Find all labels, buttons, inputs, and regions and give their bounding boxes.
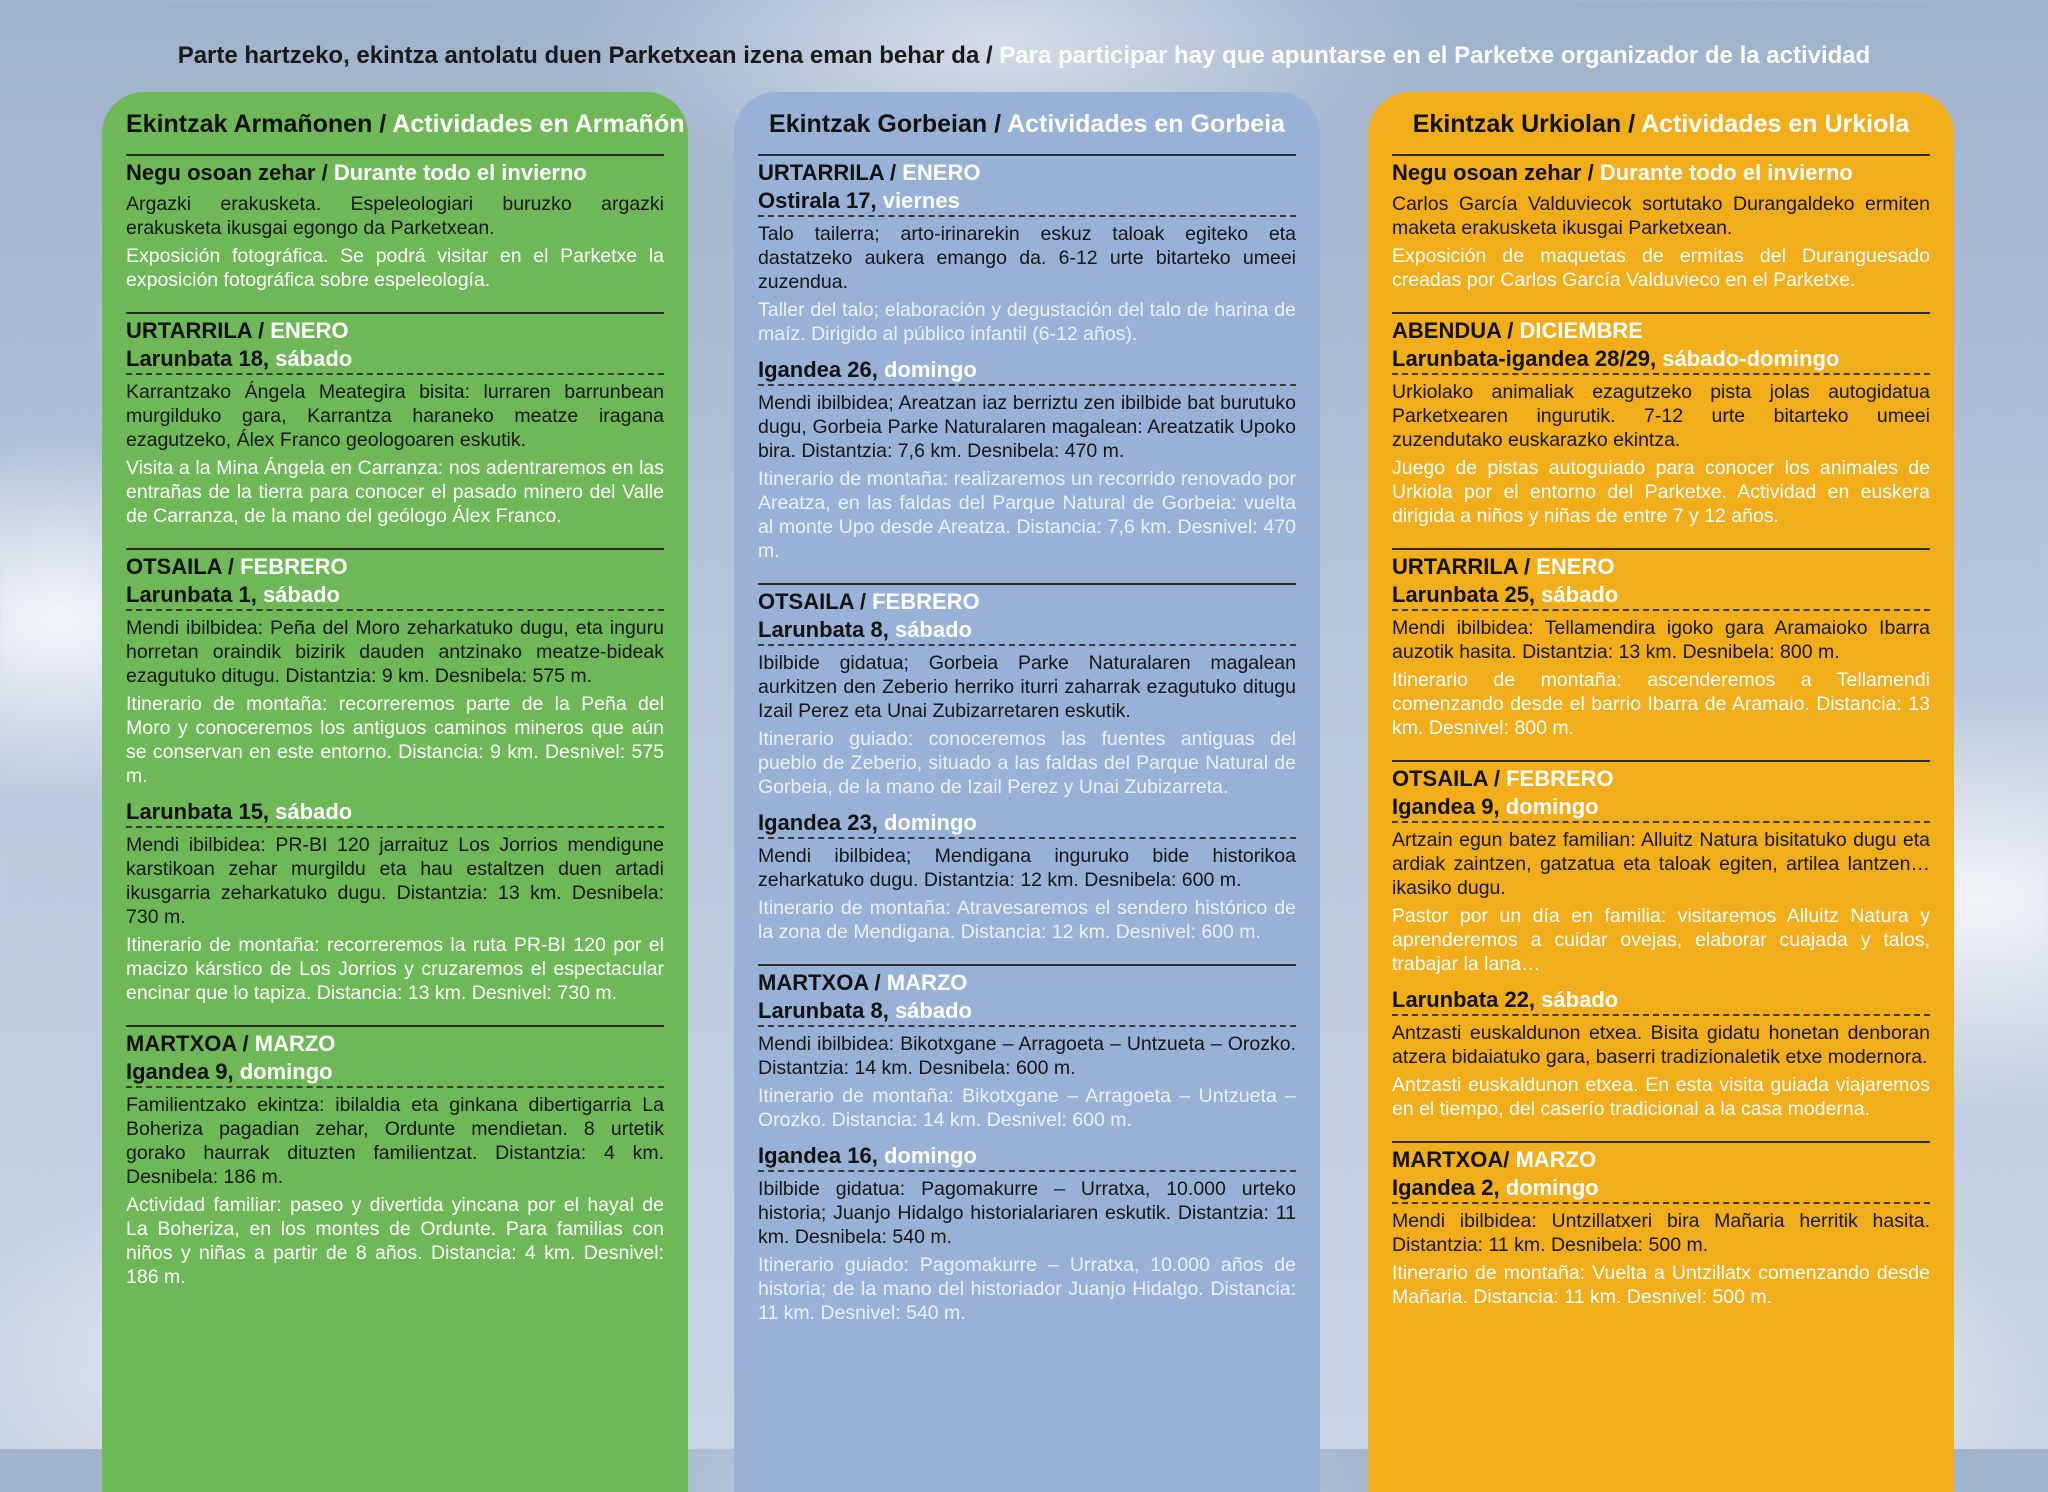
event-text-basque: Mendi ibilbidea; Mendigana inguruko bide historikoa zeharkatuko dugu. Distantzia: 12 km. Desnibela: 600 m. — [758, 845, 1296, 891]
event-text-basque: Ibilbide gidatua; Gorbeia Parke Naturalaren magalean aurkitzen den Zeberio herriko iturri zaharrak ezagutuko ditugu Izail Perez eta Unai Zubizarretaren eskutik. — [758, 652, 1296, 722]
armanon-column — [102, 92, 688, 1492]
event-date — [1392, 345, 1930, 375]
event-text-spanish: Itinerario de montaña: ascenderemos a Tellamendi comenzando desde el barrio Ibarra de Aramaio. Distancia: 13 km. Desnivel: 800 m. — [1392, 669, 1930, 739]
event-text-basque: Mendi ibilbidea: Peña del Moro zeharkatuko dugu, eta inguru horretan oraindik bizirik dauden antzinako meatze-bideak ezagutuko ditugu. Distantzia: 9 km. Desnibela: 575 m. — [126, 617, 664, 687]
month-heading — [126, 548, 664, 581]
event-text-basque: Mendi ibilbidea: Untzillatxeri bira Mañaria herritik hasita. Distantzia: 11 km. Desnibela: 500 m. — [1392, 1210, 1930, 1256]
event-date — [758, 1142, 1296, 1172]
event — [126, 828, 664, 1005]
date-basque: Larunbata 15, — [126, 799, 270, 824]
event-date — [1392, 793, 1930, 823]
event-text-spanish: Pastor por un día en familia: visitaremos Alluitz Natura y aprenderemos a cuidar ovejas, elaborar cuajada y talos, trabajar la lana… — [1392, 905, 1930, 975]
event — [1392, 1016, 1930, 1121]
event — [758, 839, 1296, 944]
month-basque: MARTXOA / — [126, 1031, 249, 1056]
period-heading — [1392, 154, 1930, 187]
event-text-spanish: Visita a la Mina Ángela en Carranza: nos adentraremos en las entrañas de la tierra para conocer el pasado minero del Valle de Carranza, de la mano del geólogo Álex Franco. — [126, 457, 664, 527]
date-basque: Larunbata 8, — [758, 617, 889, 642]
event-text-spanish: Antzasti euskaldunon etxea. En esta visita guiada viajaremos en el tiempo, del caserío tradicional a la casa moderna. — [1392, 1074, 1930, 1120]
month-basque: URTARRILA / — [758, 160, 897, 185]
month-heading — [1392, 1141, 1930, 1174]
gorbeia-january-section — [758, 154, 1296, 563]
month-heading — [1392, 760, 1930, 793]
period-basque: Negu osoan zehar / — [126, 160, 328, 185]
date-basque: Larunbata 8, — [758, 998, 889, 1023]
period-spanish: Durante todo el invierno — [1599, 160, 1853, 185]
event-date — [126, 345, 664, 375]
date-spanish: domingo — [883, 810, 977, 835]
month-basque: MARTXOA/ — [1392, 1147, 1510, 1172]
date-basque: Igandea 16, — [758, 1143, 878, 1168]
event-text-basque: Mendi ibilbidea: Tellamendira igoko gara Aramaioko Ibarra auzotik hasita. Distantzia: 13 km. Desnibela: 800 m. — [1392, 617, 1930, 663]
gorbeia-title — [758, 92, 1296, 154]
date-basque: Ostirala 17, — [758, 188, 877, 213]
header-banner — [0, 38, 2048, 74]
event-date — [126, 798, 664, 828]
month-basque: URTARRILA / — [1392, 554, 1531, 579]
date-spanish: sábado — [894, 617, 972, 642]
date-basque: Igandea 23, — [758, 810, 878, 835]
month-heading — [758, 583, 1296, 616]
event-text-spanish: Actividad familiar: paseo y divertida yincana por el hayal de La Boheriza, en los montes de Ordunte. Para familias con niños y niñas a partir de 8 años. Distancia: 4 km. Desnivel: 186 m. — [126, 1194, 664, 1288]
event — [758, 646, 1296, 799]
event-text-basque: Familientzako ekintza: ibilaldia eta ginkana dibertigarria La Boheriza pagadian zehar, Ordunte mendietan. 8 urtetik gorako haurrak dituzten familientzat. Distantzia: 4 km. Desnibela: 186 m. — [126, 1094, 664, 1188]
month-spanish: DICIEMBRE — [1519, 318, 1643, 343]
event-date — [758, 616, 1296, 646]
event — [758, 1172, 1296, 1325]
date-spanish: sábado — [262, 582, 340, 607]
event-text-spanish: Itinerario de montaña: recorreremos parte de la Peña del Moro y conoceremos los antiguos caminos mineros que aún se conservan en este entorno. Distancia: 9 km. Desnivel: 575 m. — [126, 693, 664, 787]
date-spanish: domingo — [883, 1143, 977, 1168]
date-spanish: sábado — [275, 799, 353, 824]
event-text-basque: Antzasti euskaldunon etxea. Bisita gidatu honetan denboran atzera bidaiatuko gara, baserri tradizionaletik etxe modernora. — [1392, 1022, 1930, 1068]
armanon-february-section — [126, 548, 664, 1005]
event-text-spanish: Exposición fotográfica. Se podrá visitar en el Parketxe la exposición fotográfica sobre espeleología. — [126, 245, 664, 291]
event-date — [126, 581, 664, 611]
event-date — [1392, 986, 1930, 1016]
banner-basque: Parte hartzeko, ekintza antolatu duen Parketxean izena eman behar da / — [177, 42, 993, 69]
date-basque: Igandea 26, — [758, 357, 878, 382]
month-heading — [1392, 312, 1930, 345]
event-text-spanish: Itinerario de montaña: realizaremos un recorrido renovado por Areatza, en las faldas del Parque Natural de Gorbeia: vuelta al monte Upo desde Areatza. Distancia: 7,6 km. Desnivel: 470 m. — [758, 468, 1296, 562]
month-spanish: ENERO — [902, 160, 981, 185]
column-title-basque: Ekintzak Gorbeian / — [769, 110, 1002, 138]
event — [1392, 823, 1930, 976]
date-spanish: sábado — [1541, 582, 1619, 607]
date-spanish: sábado-domingo — [1662, 346, 1840, 371]
event-date — [758, 997, 1296, 1027]
date-basque: Larunbata 25, — [1392, 582, 1536, 607]
month-spanish: FEBRERO — [872, 589, 980, 614]
event-text-spanish: Itinerario de montaña: Vuelta a Untzillatx comenzando desde Mañaria. Distancia: 11 km. Desnivel: 500 m. — [1392, 1262, 1930, 1308]
event — [758, 217, 1296, 346]
event-text-spanish: Itinerario de montaña: Atravesaremos el sendero histórico de la zona de Mendigana. Distancia: 12 km. Desnivel: 600 m. — [758, 897, 1296, 943]
gorbeia-february-section — [758, 583, 1296, 944]
event-date — [1392, 1174, 1930, 1204]
event-text-basque: Argazki erakusketa. Espeleologiari buruzko argazki erakusketa ikusgai egongo da Parketxean. — [126, 193, 664, 239]
month-spanish: MARZO — [254, 1031, 336, 1056]
period-spanish: Durante todo el invierno — [333, 160, 587, 185]
event-text-spanish: Exposición de maquetas de ermitas del Duranguesado creadas por Carlos García Valduvieco en el Parketxe. — [1392, 245, 1930, 291]
date-basque: Igandea 9, — [1392, 794, 1500, 819]
event-text-spanish: Taller del talo; elaboración y degustación del talo de harina de maíz. Dirigido al público infantil (6-12 años). — [758, 299, 1296, 345]
event — [1392, 375, 1930, 528]
gorbeia-column — [734, 92, 1320, 1492]
month-spanish: ENERO — [270, 318, 349, 343]
event-date — [758, 356, 1296, 386]
event-text-spanish: Itinerario guiado: conoceremos las fuentes antiguas del pueblo de Zeberio, situado a las faldas del Parque Natural de Gorbeia, de la mano de Izail Perez y Unai Zubizarreta. — [758, 728, 1296, 798]
armanon-january-section — [126, 312, 664, 528]
urkiola-column — [1368, 92, 1954, 1492]
date-basque: Larunbata 1, — [126, 582, 257, 607]
month-basque: MARTXOA / — [758, 970, 881, 995]
month-basque: OTSAILA / — [1392, 766, 1500, 791]
event-text-spanish: Itinerario guiado: Pagomakurre – Urratxa, 10.000 años de historia; de la mano del historiador Juanjo Hidalgo. Distancia: 11 km. Desnivel: 540 m. — [758, 1254, 1296, 1324]
gorbeia-march-section — [758, 964, 1296, 1325]
event — [758, 386, 1296, 563]
date-basque: Igandea 2, — [1392, 1175, 1500, 1200]
column-title-basque: Ekintzak Armañonen / — [126, 110, 387, 138]
armanon-title — [126, 92, 685, 154]
event — [126, 375, 664, 528]
month-basque: OTSAILA / — [126, 554, 234, 579]
date-spanish: viernes — [882, 188, 960, 213]
event-text-basque: Artzain egun batez familian: Alluitz Natura bisitatuko dugu eta ardiak zaintzen, gatzatua eta taloak egiten, artilea lantzen… ikasiko dugu. — [1392, 829, 1930, 899]
event-text-basque: Mendi ibilbidea: PR-BI 120 jarraituz Los Jorrios mendigune karstikoan zehar murgildu eta hau estaltzen duen artadi ikusgarria zeharkatuko dugu. Distantzia: 13 km. Desnibela: 730 m. — [126, 834, 664, 928]
urkiola-december-section — [1392, 312, 1930, 528]
event-text-basque: Carlos García Valduviecok sortutako Durangaldeko ermiten maketa erakusketa ikusgai Parketxean. — [1392, 193, 1930, 239]
event-text-spanish: Itinerario de montaña: recorreremos la ruta PR-BI 120 por el macizo kárstico de Los Jorrios y cruzaremos el espectacular encinar que lo tapiza. Distancia: 13 km. Desnivel: 730 m. — [126, 934, 664, 1004]
urkiola-january-section — [1392, 548, 1930, 740]
event-date — [126, 1058, 664, 1088]
urkiola-march-section — [1392, 1141, 1930, 1309]
month-basque: ABENDUA / — [1392, 318, 1514, 343]
date-spanish: domingo — [883, 357, 977, 382]
date-spanish: domingo — [239, 1059, 333, 1084]
date-basque: Igandea 9, — [126, 1059, 234, 1084]
column-title-spanish: Actividades en Armañón — [392, 110, 685, 138]
event-text-basque: Talo tailerra; arto-irinarekin eskuz taloak egiteko eta dastatzeko aukera emango da. 6-12 urte bitarteko umeei zuzendua. — [758, 223, 1296, 293]
event-text-basque: Karrantzako Ángela Meategira bisita: lurraren barrunbean murgilduko gara, Karrantza haraneko meatze iragana ezagutzeko, Álex Franco geologoaren eskutik. — [126, 381, 664, 451]
column-title-spanish: Actividades en Gorbeia — [1007, 110, 1285, 138]
event-date — [758, 809, 1296, 839]
date-spanish: sábado — [275, 346, 353, 371]
date-basque: Larunbata-igandea 28/29, — [1392, 346, 1657, 371]
event — [126, 187, 664, 292]
event-text-basque: Ibilbide gidatua: Pagomakurre – Urratxa, 10.000 urteko historia; Juanjo Hidalgo historialariaren eskutik. Distantzia: 11 km. Desnibela: 540 m. — [758, 1178, 1296, 1248]
date-spanish: domingo — [1505, 794, 1599, 819]
banner-spanish: Para participar hay que apuntarse en el Parketxe organizador de la actividad — [999, 42, 1871, 69]
date-spanish: sábado — [894, 998, 972, 1023]
month-spanish: FEBRERO — [240, 554, 348, 579]
event-text-basque: Mendi ibilbidea; Areatzan iaz berriztu zen ibilbide bat burutuko dugu, Gorbeia Parke Naturalaren magalean: Areatzatik Upoko bira. Distantzia: 7,6 km. Desnibela: 470 m. — [758, 392, 1296, 462]
column-title-basque: Ekintzak Urkiolan / — [1412, 110, 1636, 138]
date-spanish: sábado — [1541, 987, 1619, 1012]
period-heading — [126, 154, 664, 187]
month-spanish: FEBRERO — [1506, 766, 1614, 791]
month-basque: URTARRILA / — [126, 318, 265, 343]
column-title-spanish: Actividades en Urkiola — [1641, 110, 1910, 138]
armanon-march-section — [126, 1025, 664, 1289]
month-heading — [126, 1025, 664, 1058]
event — [1392, 1204, 1930, 1309]
urkiola-winter-section — [1392, 154, 1930, 292]
date-basque: Larunbata 18, — [126, 346, 270, 371]
month-spanish: MARZO — [886, 970, 968, 995]
event-text-spanish: Itinerario de montaña: Bikotxgane – Arragoeta – Untzueta – Orozko. Distancia: 14 km. Desnivel: 600 m. — [758, 1085, 1296, 1131]
date-spanish: domingo — [1505, 1175, 1599, 1200]
event-text-spanish: Juego de pistas autoguiado para conocer los animales de Urkiola por el entorno del Parketxe. Actividad en euskera dirigida a niños y niñas de entre 7 y 12 años. — [1392, 457, 1930, 527]
month-basque: OTSAILA / — [758, 589, 866, 614]
urkiola-title — [1392, 92, 1930, 154]
month-spanish: MARZO — [1515, 1147, 1597, 1172]
event-text-basque: Urkiolako animaliak ezagutzeko pista jolas autogidatua Parketxearen ingurutik. 7-12 urte bitarteko umeei zuzendutako euskarazko ekintza. — [1392, 381, 1930, 451]
month-spanish: ENERO — [1536, 554, 1615, 579]
period-basque: Negu osoan zehar / — [1392, 160, 1594, 185]
month-heading — [1392, 548, 1930, 581]
armanon-winter-section — [126, 154, 664, 292]
event — [126, 611, 664, 788]
urkiola-february-section — [1392, 760, 1930, 1121]
event — [1392, 187, 1930, 292]
month-heading — [758, 964, 1296, 997]
event — [126, 1088, 664, 1289]
event — [1392, 611, 1930, 740]
event-text-basque: Mendi ibilbidea: Bikotxgane – Arragoeta – Untzueta – Orozko. Distantzia: 14 km. Desnibela: 600 m. — [758, 1033, 1296, 1079]
event-date — [1392, 581, 1930, 611]
date-basque: Larunbata 22, — [1392, 987, 1536, 1012]
event-date — [758, 187, 1296, 217]
month-heading — [126, 312, 664, 345]
month-heading — [758, 154, 1296, 187]
event — [758, 1027, 1296, 1132]
